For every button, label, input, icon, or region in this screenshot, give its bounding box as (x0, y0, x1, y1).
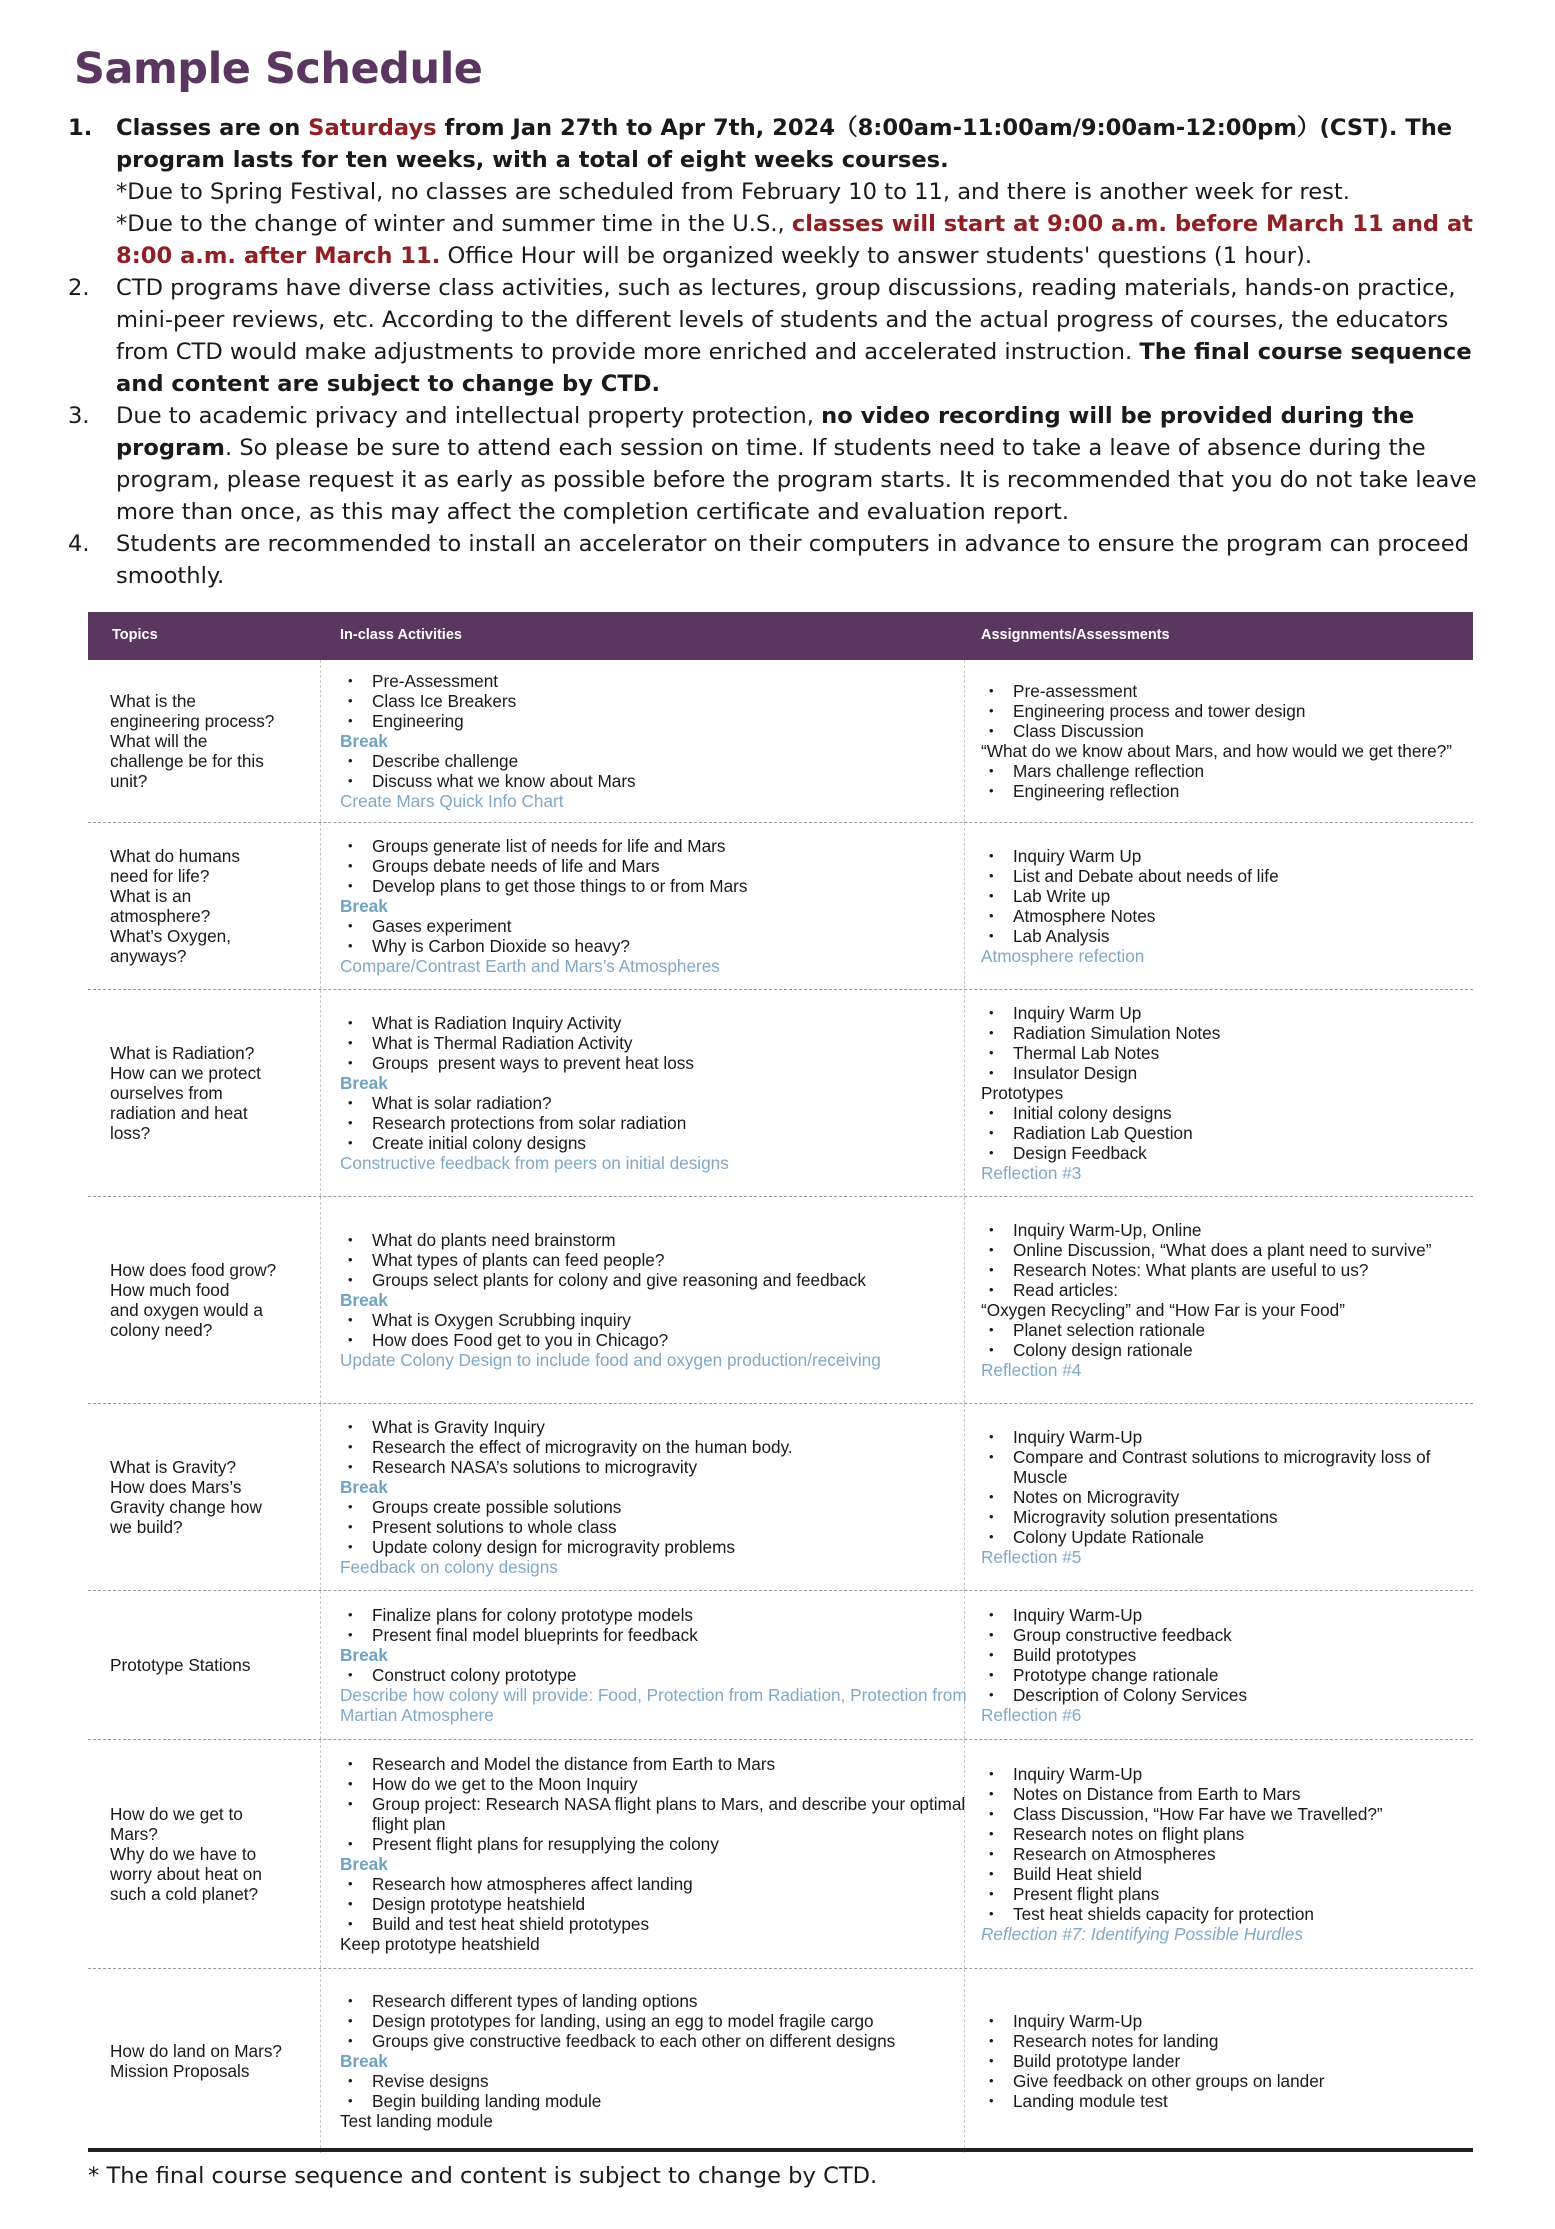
bullet-item: • Discuss what we know about Mars (340, 771, 1005, 791)
note-4-text: Students are recommended to install an accelerator on their computers in advance to ensure the program can proceed smoothly. (116, 531, 1469, 589)
break-label: Break (340, 1073, 388, 1093)
note-1-office-hour: Office Hour will be organized weekly to answer students' questions (1 hour). (440, 243, 1313, 269)
bullet-item: • Inquiry Warm-Up (981, 1605, 1471, 1625)
topic-text: How does food grow? How much food and oxygen would a colony need? (110, 1260, 277, 1340)
topic-text: How do we get to Mars? Why do we have to worry about heat on such a cold planet? (110, 1804, 262, 1904)
break-label: Break (340, 2051, 388, 2071)
assignments-cell (981, 1591, 1471, 1739)
bullet-item: • Colony Update Rationale (981, 1527, 1471, 1547)
bullet-item: • Thermal Lab Notes (981, 1043, 1471, 1063)
bullet-item: • Groups present ways to prevent heat loss (340, 1053, 1005, 1073)
activities-cell (340, 1969, 1005, 2153)
bullet-item: • Inquiry Warm Up (981, 846, 1471, 866)
topic-cell (110, 1969, 310, 2153)
bullet-item: • Design prototypes for landing, using an egg to model fragile cargo (340, 2011, 1005, 2031)
reflection-link: Reflection #4 (981, 1360, 1082, 1380)
bullet-item: • Research notes for landing (981, 2031, 1471, 2051)
note-item-1 (68, 112, 1498, 272)
topic-text: How do land on Mars? Mission Proposals (110, 2041, 282, 2081)
reflection-link: Constructive feedback from peers on initial designs (340, 1153, 729, 1173)
topic-text: What do humans need for life? What is an atmosphere? What’s Oxygen, anyways? (110, 846, 240, 966)
note-1-text: Classes are on (116, 115, 309, 141)
bullet-item: • Planet selection rationale (981, 1320, 1471, 1340)
bullet-item: • Revise designs (340, 2071, 1005, 2091)
bullet-item: • Research protections from solar radiation (340, 1113, 1005, 1133)
bullet-item: • Prototype change rationale (981, 1665, 1471, 1685)
topic-cell (110, 660, 310, 822)
bullet-item: • Finalize plans for colony prototype models (340, 1605, 1005, 1625)
bullet-item: • Groups debate needs of life and Mars (340, 856, 1005, 876)
column-divider (320, 1591, 321, 1739)
bullet-item: • Build and test heat shield prototypes (340, 1914, 1005, 1934)
assignments-cell (981, 823, 1471, 989)
bullet-item: • Radiation Simulation Notes (981, 1023, 1471, 1043)
note-number: 2. (68, 275, 90, 301)
bullet-item: • Lab Write up (981, 886, 1471, 906)
bullet-item: • Initial colony designs (981, 1103, 1471, 1123)
topic-text: What is the engineering process? What will the challenge be for this unit? (110, 691, 275, 791)
bullet-item: • Group constructive feedback (981, 1625, 1471, 1645)
bullet-item: • Research and Model the distance from Earth to Mars (340, 1754, 1005, 1774)
bullet-item: • Build Heat shield (981, 1864, 1471, 1884)
topic-cell (110, 823, 310, 989)
note-number: 4. (68, 531, 90, 557)
activities-cell (340, 1404, 1005, 1590)
reflection-link: Reflection #7: Identifying Possible Hurdles (981, 1924, 1303, 1944)
break-label: Break (340, 1854, 388, 1874)
plain-line: Keep prototype heatshield (340, 1934, 540, 1954)
bullet-item: • Read articles: (981, 1280, 1471, 1300)
bullet-item: • Gases experiment (340, 916, 1005, 936)
bullet-item: • Groups give constructive feedback to each other on different designs (340, 2031, 1005, 2051)
plain-line: “Oxygen Recycling” and “How Far is your Food” (981, 1300, 1345, 1320)
topic-cell (110, 1197, 310, 1403)
note-3-bold: no video recording will be provided during the program (116, 403, 1415, 461)
bullet-item: • Groups create possible solutions (340, 1497, 1005, 1517)
note-1-spring-festival: *Due to Spring Festival, no classes are scheduled from February 10 to 11, and there is another week for rest. (116, 179, 1350, 205)
table-body (88, 660, 1473, 2153)
bullet-item: • Engineering process and tower design (981, 701, 1471, 721)
activities-cell (340, 990, 1005, 1196)
note-item-4 (68, 528, 1498, 592)
bullet-item: • Research NASA’s solutions to microgravity (340, 1457, 1005, 1477)
bullet-item: • Give feedback on other groups on lander (981, 2071, 1471, 2091)
break-label: Break (340, 1645, 388, 1665)
bullet-item: • Describe challenge (340, 751, 1005, 771)
bullet-item: • Groups select plants for colony and give reasoning and feedback (340, 1270, 1005, 1290)
topic-text: What is Gravity? How does Mars’s Gravity change how we build? (110, 1457, 262, 1537)
break-label: Break (340, 731, 388, 751)
note-item-2 (68, 272, 1498, 400)
bullet-item: • Atmosphere Notes (981, 906, 1471, 926)
bullet-item: • Pre-Assessment (340, 671, 1005, 691)
bullet-item: • Develop plans to get those things to or from Mars (340, 876, 1005, 896)
bullet-item: • Begin building landing module (340, 2091, 1005, 2111)
bullet-item: • Online Discussion, “What does a plant need to survive” (981, 1240, 1471, 1260)
break-label: Break (340, 1477, 388, 1497)
page-title: Sample Schedule (74, 44, 483, 94)
bullet-item: • What is Radiation Inquiry Activity (340, 1013, 1005, 1033)
note-2-bold: The final course sequence and content are subject to change by CTD. (116, 339, 1472, 397)
bullet-item: • What do plants need brainstorm (340, 1230, 1005, 1250)
bullet-item: • Inquiry Warm-Up (981, 1427, 1471, 1447)
assignments-cell (981, 1197, 1471, 1403)
bullet-item: • Design Feedback (981, 1143, 1471, 1163)
reflection-link: Feedback on colony designs (340, 1557, 558, 1577)
bullet-item: • Notes on Distance from Earth to Mars (981, 1784, 1471, 1804)
bullet-item: • How do we get to the Moon Inquiry (340, 1774, 1005, 1794)
bullet-item: • Group project: Research NASA flight plans to Mars, and describe your optimal flight plan (340, 1794, 1005, 1834)
bullet-item: • Inquiry Warm-Up (981, 1764, 1471, 1784)
column-divider (320, 660, 321, 822)
activities-cell (340, 1197, 1005, 1403)
bullet-item: • Pre-assessment (981, 681, 1471, 701)
assignments-cell (981, 990, 1471, 1196)
reflection-link: Reflection #5 (981, 1547, 1082, 1567)
topic-cell (110, 1404, 310, 1590)
bullet-item: • Insulator Design (981, 1063, 1471, 1083)
assignments-cell (981, 1740, 1471, 1968)
bullet-item: • Lab Analysis (981, 926, 1471, 946)
bullet-item: • Build prototypes (981, 1645, 1471, 1665)
bullet-item: • Radiation Lab Question (981, 1123, 1471, 1143)
assignments-cell (981, 1969, 1471, 2153)
plain-line: “What do we know about Mars, and how would we get there?” (981, 741, 1452, 761)
note-3-text-cont: . So please be sure to attend each session on time. If students need to take a leave of absence during the program, please request it as early as possible before the program starts. It is recommended that you do not take leave more than once, as this may affect the completion certificate and evaluation report. (116, 435, 1477, 525)
note-1-dst-text: *Due to the change of winter and summer time in the U.S., (116, 211, 792, 237)
bullet-item: • Engineering reflection (981, 781, 1471, 801)
note-number: 1. (68, 115, 93, 141)
assignments-cell (981, 1404, 1471, 1590)
note-item-3 (68, 400, 1498, 528)
bullet-item: • Design prototype heatshield (340, 1894, 1005, 1914)
topic-cell (110, 1740, 310, 1968)
column-divider (320, 990, 321, 1196)
bullet-item: • Present flight plans for resupplying the colony (340, 1834, 1005, 1854)
note-number: 3. (68, 403, 90, 429)
bullet-item: • List and Debate about needs of life (981, 866, 1471, 886)
break-label: Break (340, 1290, 388, 1310)
topic-text: Prototype Stations (110, 1655, 251, 1675)
notes-list (68, 112, 1498, 592)
bullet-item: • Class Discussion (981, 721, 1471, 741)
note-1-highlight: Saturdays (308, 115, 437, 141)
assignments-cell (981, 660, 1471, 822)
table-row (88, 823, 1473, 990)
reflection-link: Atmosphere refection (981, 946, 1145, 966)
column-divider (320, 1197, 321, 1403)
bullet-item: • Colony design rationale (981, 1340, 1471, 1360)
bullet-item: • What is Thermal Radiation Activity (340, 1033, 1005, 1053)
activities-cell (340, 823, 1005, 989)
table-row (88, 1591, 1473, 1740)
reflection-link: Compare/Contrast Earth and Mars’s Atmospheres (340, 956, 720, 976)
bullet-item: • Groups generate list of needs for life and Mars (340, 836, 1005, 856)
note-1-text-cont: from Jan 27th to Apr 7th, 2024（8:00am-11:00am/9:00am-12:00pm）(CST). The program lasts for ten weeks, with a total of eight weeks courses. (116, 115, 1453, 173)
reflection-link: Describe how colony will provide: Food, Protection from Radiation, Protection from Martian Atmosphere (340, 1685, 972, 1725)
break-label: Break (340, 896, 388, 916)
note-1-dst-highlight: classes will start at 9:00 a.m. before March 11 and at 8:00 a.m. after March 11. (116, 211, 1473, 269)
table-row (88, 1404, 1473, 1591)
bullet-item: • Create initial colony designs (340, 1133, 1005, 1153)
bullet-item: • Notes on Microgravity (981, 1487, 1471, 1507)
plain-line: Test landing module (340, 2111, 493, 2131)
bullet-item: • What is Oxygen Scrubbing inquiry (340, 1310, 1005, 1330)
bullet-item: • Engineering (340, 711, 1005, 731)
table-bottom-rule (88, 2148, 1473, 2152)
bullet-item: • Why is Carbon Dioxide so heavy? (340, 936, 1005, 956)
header-activities: In-class Activities (340, 627, 462, 643)
bullet-item: • Class Ice Breakers (340, 691, 1005, 711)
note-3-text: Due to academic privacy and intellectual property protection, (116, 403, 822, 429)
header-topics: Topics (112, 627, 158, 643)
column-divider (320, 823, 321, 989)
bullet-item: • What types of plants can feed people? (340, 1250, 1005, 1270)
bullet-item: • Microgravity solution presentations (981, 1507, 1471, 1527)
footer-note: * The final course sequence and content is subject to change by CTD. (88, 2163, 878, 2189)
bullet-item: • Inquiry Warm-Up, Online (981, 1220, 1471, 1240)
table-header (88, 612, 1473, 660)
bullet-item: • Test heat shields capacity for protection (981, 1904, 1471, 1924)
bullet-item: • Research the effect of microgravity on the human body. (340, 1437, 1005, 1457)
activities-cell (340, 1591, 1005, 1739)
bullet-item: • Research Notes: What plants are useful to us? (981, 1260, 1471, 1280)
reflection-link: Reflection #3 (981, 1163, 1082, 1183)
table-row (88, 1740, 1473, 1969)
bullet-item: • Build prototype lander (981, 2051, 1471, 2071)
bullet-item: • Landing module test (981, 2091, 1471, 2111)
activities-cell (340, 1740, 1005, 1968)
bullet-item: • Present solutions to whole class (340, 1517, 1005, 1537)
activities-cell (340, 660, 1005, 822)
table-row (88, 1969, 1473, 2153)
reflection-link: Reflection #6 (981, 1705, 1082, 1725)
bullet-item: • Update colony design for microgravity problems (340, 1537, 1005, 1557)
topic-text: What is Radiation? How can we protect ourselves from radiation and heat loss? (110, 1043, 261, 1143)
bullet-item: • Research how atmospheres affect landing (340, 1874, 1005, 1894)
bullet-item: • What is Gravity Inquiry (340, 1417, 1005, 1437)
plain-line: Prototypes (981, 1083, 1064, 1103)
bullet-item: • Construct colony prototype (340, 1665, 1005, 1685)
bullet-item: • How does Food get to you in Chicago? (340, 1330, 1005, 1350)
topic-cell (110, 1591, 310, 1739)
header-assignments: Assignments/Assessments (981, 627, 1170, 643)
table-row (88, 660, 1473, 823)
schedule-table (88, 612, 1473, 2153)
topic-cell (110, 990, 310, 1196)
reflection-link: Update Colony Design to include food and oxygen production/receiving (340, 1350, 881, 1370)
reflection-link: Create Mars Quick Info Chart (340, 791, 564, 811)
table-row (88, 990, 1473, 1197)
bullet-item: • Research notes on flight plans (981, 1824, 1471, 1844)
column-divider (320, 1404, 321, 1590)
table-row (88, 1197, 1473, 1404)
note-2-text: CTD programs have diverse class activities, such as lectures, group discussions, reading materials, hands-on practice, mini-peer reviews, etc. According to the different levels of students and the actual progress of courses, the educators from CTD would make adjustments to provide more enriched and accelerated instruction. (116, 275, 1456, 365)
column-divider (320, 1740, 321, 1968)
bullet-item: • Compare and Contrast solutions to microgravity loss of Muscle (981, 1447, 1471, 1487)
bullet-item: • Research on Atmospheres (981, 1844, 1471, 1864)
bullet-item: • Description of Colony Services (981, 1685, 1471, 1705)
bullet-item: • Present final model blueprints for feedback (340, 1625, 1005, 1645)
bullet-item: • Inquiry Warm-Up (981, 2011, 1471, 2031)
bullet-item: • Class Discussion, “How Far have we Travelled?” (981, 1804, 1471, 1824)
bullet-item: • What is solar radiation? (340, 1093, 1005, 1113)
bullet-item: • Research different types of landing options (340, 1991, 1005, 2011)
bullet-item: • Present flight plans (981, 1884, 1471, 1904)
column-divider (320, 1969, 321, 2153)
bullet-item: • Mars challenge reflection (981, 761, 1471, 781)
bullet-item: • Inquiry Warm Up (981, 1003, 1471, 1023)
